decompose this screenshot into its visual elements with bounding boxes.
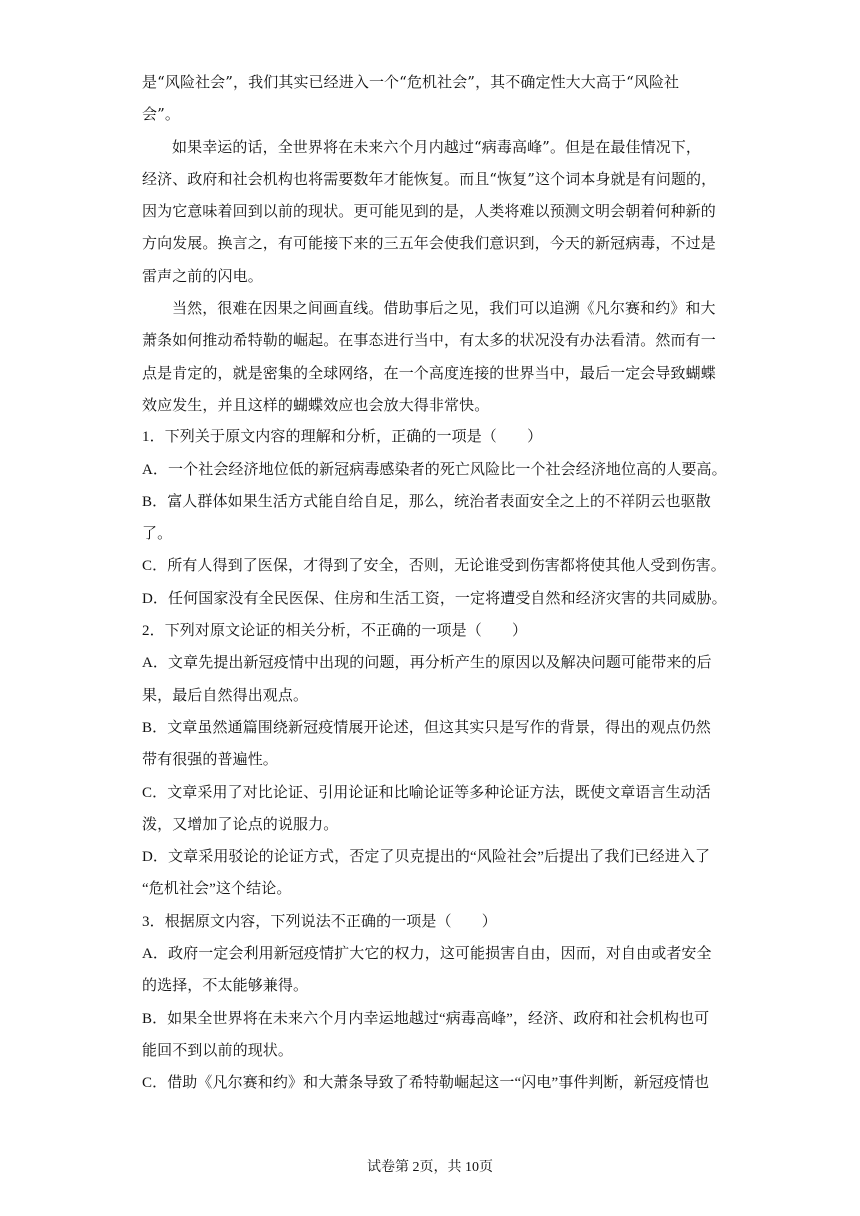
question-line: B．富人群体如果生活方式能自给自足，那么，统治者表面安全之上的不祥阴云也驱散	[142, 493, 711, 510]
question-line: B．如果全世界将在未来六个月内幸运地越过“病毒高峰”，经济、政府和社会机构也可	[142, 1010, 710, 1027]
question-line: 1．下列关于原文内容的理解和分析，正确的一项是（ ）	[142, 429, 543, 446]
passage-line: 因为它意味着回到以前的现状。更可能见到的是，人类将难以预测文明会朝着何种新的	[142, 202, 716, 221]
passage-line: 是“风险社会”，我们其实已经进入一个“危机社会”，其不确定性大大高于“风险社	[142, 73, 680, 91]
passage-line: 效应发生，并且这样的蝴蝶效应也会放大得非常快。	[142, 395, 490, 414]
question-line: B．文章虽然通篇围绕新冠疫情展开论述，但这其实只是写作的背景，得出的观点仍然	[142, 719, 711, 736]
question-line: 2．下列对原文论证的相关分析，不正确的一项是（ ）	[142, 623, 528, 640]
question-line: 了。	[142, 526, 173, 543]
passage-line: 萧条如何推动希特勒的崛起。在事态进行当中，有太多的状况没有办法看清。然而有一	[142, 331, 716, 350]
passage-line: 会”。	[142, 105, 180, 124]
question-line: A．一个社会经济地位低的新冠病毒感染者的死亡风险比一个社会经济地位高的人要高。	[142, 461, 727, 478]
passage-line: 当然，很难在因果之间画直线。借助事后之见，我们可以追溯《凡尔赛和约》和大	[172, 299, 716, 318]
question-line: C．借助《凡尔赛和约》和大萧条导致了希特勒崛起这一“闪电”事件判断，新冠疫情也	[142, 1075, 710, 1092]
question-line: 带有很强的普遍性。	[142, 752, 278, 769]
question-line: C．文章采用了对比论证、引用论证和比喻论证等多种论证方法，既使文章语言生动活	[142, 784, 711, 801]
passage-line: 方向发展。换言之，有可能接下来的三五年会使我们意识到，今天的新冠病毒，不过是	[142, 234, 716, 253]
passage-text	[142, 66, 718, 421]
passage-line: 经济、政府和社会机构也将需要数年才能恢复。而且“恢复”这个词本身就是有问题的，	[142, 169, 717, 188]
page-footer: 试卷第 2页，共 10页	[367, 1160, 493, 1175]
question-list	[142, 421, 727, 1099]
question-line: 的选择，不太能够兼得。	[142, 978, 309, 995]
question-line: D．任何国家没有全民医保、住房和生活工资，一定将遭受自然和经济灾害的共同威胁。	[142, 590, 727, 607]
question-line: 能回不到以前的现状。	[142, 1042, 294, 1059]
passage-line: 点是肯定的，就是密集的全球网络，在一个高度连接的世界当中，最后一定会导致蝴蝶	[142, 363, 716, 382]
question-line: C．所有人得到了医保，才得到了安全，否则，无论谁受到伤害都将使其他人受到伤害。	[142, 558, 726, 575]
question-line: D．文章采用驳论的论证方式，否定了贝克提出的“风险社会”后提出了我们已经进入了	[142, 849, 711, 866]
question-line: 泼，又增加了论点的说服力。	[142, 816, 339, 833]
question-line: 果，最后自然得出观点。	[142, 687, 309, 704]
passage-line: 雷声之前的闪电。	[142, 266, 263, 285]
question-line: A．文章先提出新冠疫情中出现的问题，再分析产生的原因以及解决问题可能带来的后	[142, 655, 712, 672]
question-line: A．政府一定会利用新冠疫情扩大它的权力，这可能损害自由，因而，对自由或者安全	[142, 946, 712, 963]
passage-line: 如果幸运的话，全世界将在未来六个月内越过“病毒高峰”。但是在最佳情况下，	[172, 137, 701, 156]
question-line: 3．根据原文内容，下列说法不正确的一项是（ ）	[142, 913, 497, 930]
document-body	[142, 66, 727, 1100]
question-line: “危机社会”这个结论。	[142, 881, 292, 898]
